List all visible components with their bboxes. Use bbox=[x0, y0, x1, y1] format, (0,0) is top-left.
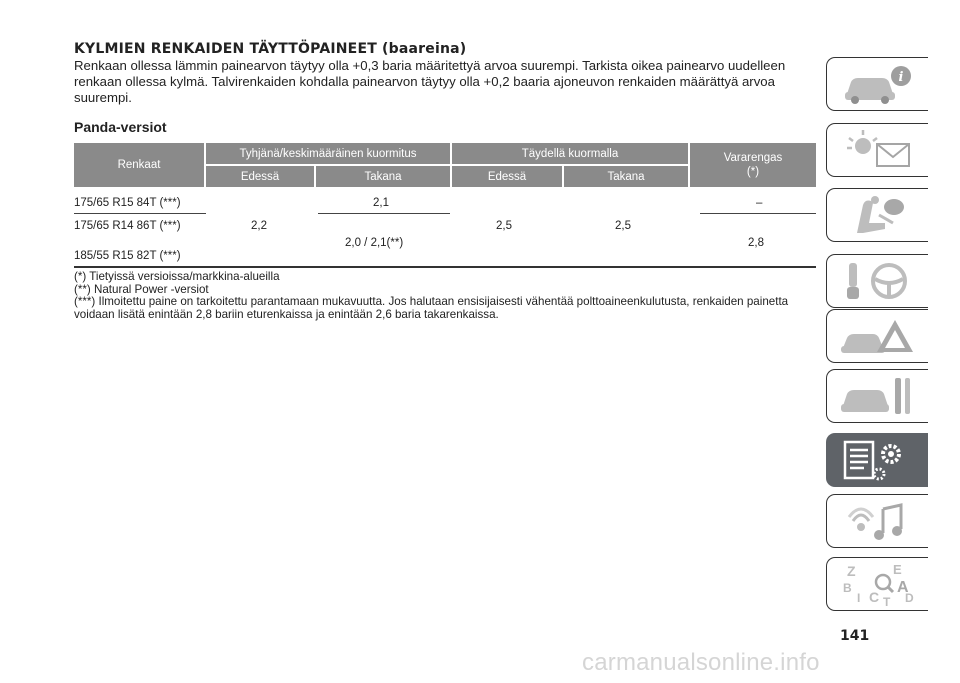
spare-value-2: 2,8 bbox=[748, 237, 764, 249]
watermark: carmanualsonline.info bbox=[582, 649, 820, 676]
tab-warning-lights[interactable] bbox=[826, 123, 928, 177]
row-divider-rear bbox=[318, 213, 450, 214]
front-normal-value: 2,2 bbox=[251, 220, 267, 232]
rear-normal-value-1: 2,1 bbox=[373, 197, 389, 209]
footnotes bbox=[74, 271, 816, 321]
index-letter-e: E bbox=[892, 562, 902, 577]
page-number: 141 bbox=[840, 628, 870, 644]
index-letter-t: T bbox=[882, 595, 890, 606]
front-full-value: 2,5 bbox=[496, 220, 512, 232]
header-normal-load: Tyhjänä/keskimääräinen kuormitus bbox=[206, 143, 450, 164]
tab-car-info[interactable] bbox=[826, 57, 928, 111]
rear-normal-value-2: 2,0 / 2,1(**) bbox=[345, 237, 404, 249]
footnote-2: (**) Natural Power -versiot bbox=[74, 282, 209, 296]
index-letter-i: I bbox=[856, 591, 860, 605]
tab-multimedia[interactable] bbox=[826, 494, 928, 548]
key-steering-wheel-icon bbox=[839, 259, 917, 303]
tab-maintenance[interactable] bbox=[826, 369, 928, 423]
row-divider-tyres bbox=[74, 213, 206, 214]
header-full-rear: Takana bbox=[564, 166, 688, 187]
footnote-1: (*) Tietyissä versioissa/markkina-alueilla bbox=[74, 270, 280, 283]
index-letter-d: D bbox=[904, 591, 914, 605]
index-letter-b: B bbox=[842, 581, 852, 595]
header-spare-note: (*) bbox=[746, 166, 760, 178]
car-breakdown-warning-icon bbox=[839, 314, 917, 358]
index-letter-c: C bbox=[868, 589, 879, 605]
technical-data-icon bbox=[839, 438, 917, 482]
header-normal-rear: Takana bbox=[316, 166, 450, 187]
svg-text:i: i bbox=[898, 70, 903, 85]
alphabetical-index-icon bbox=[839, 562, 917, 606]
index-letter-a: A bbox=[896, 579, 909, 596]
airbag-seat-icon bbox=[839, 193, 917, 237]
header-tyres: Renkaat bbox=[74, 143, 204, 187]
tab-technical-data[interactable] bbox=[826, 433, 928, 487]
header-spare bbox=[690, 143, 816, 187]
intro-paragraph: Renkaan ollessa lämmin painearvon täytyy olla +0,3 baria määritettyä arvoa suurempi. Tarkista oikea painearvo uudelleen renkaan ollessa kylmä. Talvirenkaiden kohdalla painearvon täytyy olla +0,2 baaria ajoneuvon renkaiden määrättyä arvoa suurempi. bbox=[74, 58, 786, 105]
tyre-size-1: 175/65 R15 84T (***) bbox=[74, 197, 181, 209]
tyre-size-3: 185/55 R15 82T (***) bbox=[74, 250, 181, 262]
warning-light-message-icon bbox=[839, 128, 917, 172]
header-normal-front: Edessä bbox=[206, 166, 314, 187]
tab-emergency[interactable] bbox=[826, 309, 928, 363]
row-divider-spare bbox=[700, 213, 816, 214]
tyre-size-2: 175/65 R14 86T (***) bbox=[74, 220, 181, 232]
header-full-front: Edessä bbox=[452, 166, 562, 187]
footnote-3: (***) Ilmoitettu paine on tarkoitettu parantamaan mukavuutta. Jos halutaan ensisijaisesti vähentää polttoaineenkulutusta, renkaiden painetta voidaan lisätä enintään 2,8 bariin eturenkaissa ja enintään 2,6 baria takarenkaissa. bbox=[74, 295, 789, 321]
spare-value-1: – bbox=[756, 197, 763, 209]
index-letter-z: Z bbox=[846, 563, 856, 579]
tab-starting-driving[interactable] bbox=[826, 254, 928, 308]
header-full-load: Täydellä kuormalla bbox=[452, 143, 688, 164]
page-title: KYLMIEN RENKAIDEN TÄYTTÖPAINEET (baareina) bbox=[74, 41, 467, 57]
multimedia-icon bbox=[839, 499, 917, 543]
rear-full-value: 2,5 bbox=[615, 220, 631, 232]
header-spare-label: Vararengas bbox=[723, 152, 783, 164]
tab-safety[interactable] bbox=[826, 188, 928, 242]
car-info-icon bbox=[839, 62, 917, 106]
section-title: Panda-versiot bbox=[74, 119, 167, 135]
car-maintenance-tools-icon bbox=[839, 374, 917, 418]
tab-index[interactable] bbox=[826, 557, 928, 611]
table-bottom-rule bbox=[74, 266, 816, 268]
